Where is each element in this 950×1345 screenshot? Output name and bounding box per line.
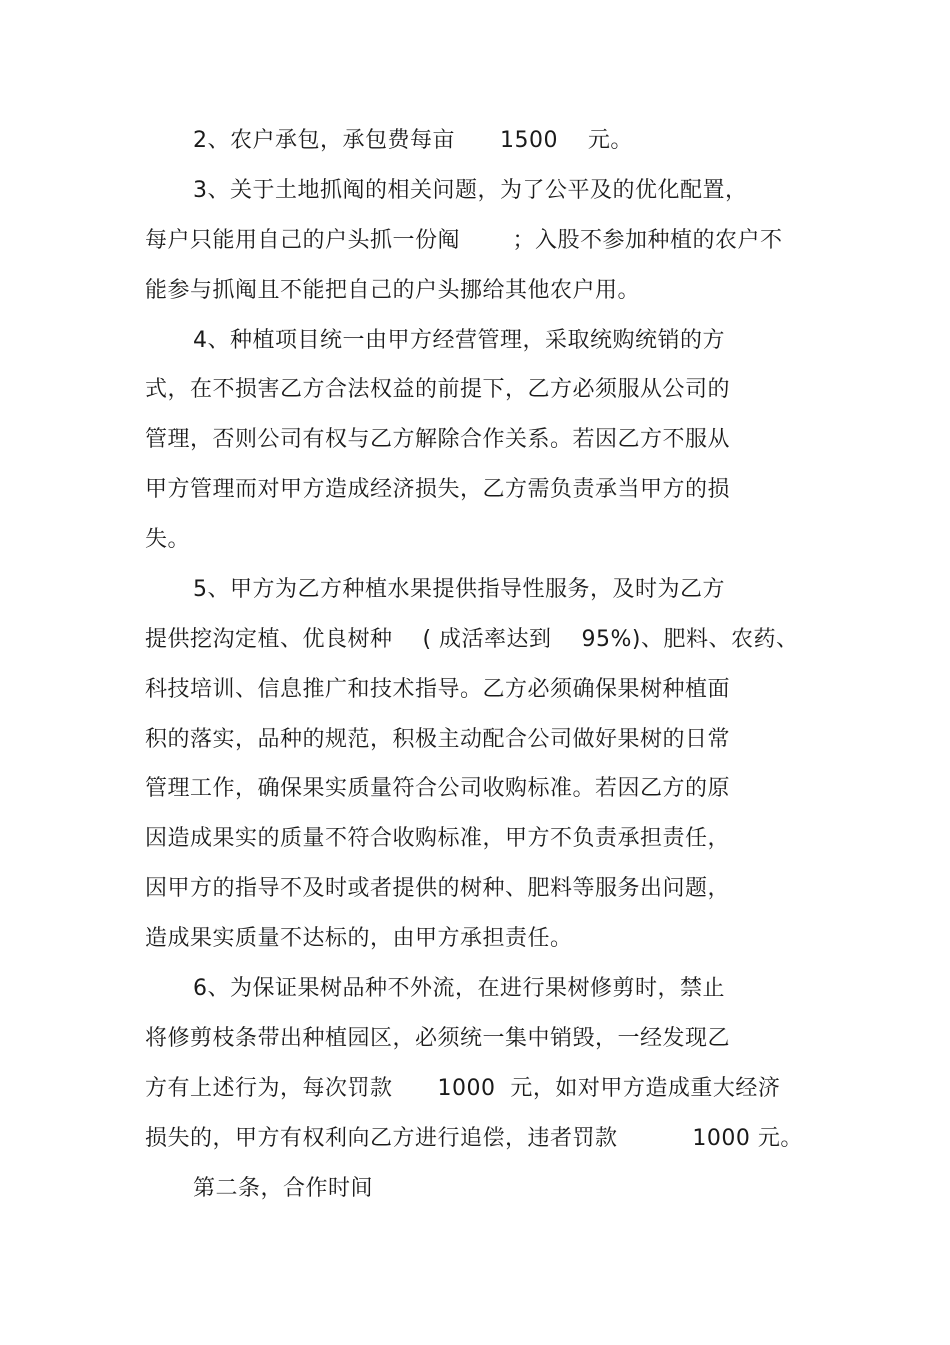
text-line: 科技培训、信息推广和技术指导。乙方必须确保果树种植面 bbox=[145, 677, 731, 702]
text-line: 5、甲方为乙方种植水果提供指导性服务，及时为乙方 bbox=[193, 577, 725, 602]
section-heading: 第二条，合作时间 bbox=[193, 1176, 374, 1201]
text-line: 因甲方的指导不及时或者提供的树种、肥料等服务出问题， bbox=[145, 876, 731, 901]
text-line: 因造成果实的质量不符合收购标准，甲方不负责承担责任， bbox=[145, 826, 731, 851]
text-line: 损失的，甲方有权利向乙方进行追偿，违者罚款 1000 元。 bbox=[145, 1126, 803, 1151]
text-line: 式，在不损害乙方合法权益的前提下，乙方必须服从公司的 bbox=[145, 377, 731, 402]
text-line: 甲方管理而对甲方造成经济损失，乙方需负责承当甲方的损 bbox=[145, 477, 731, 502]
text-line: 每户只能用自己的户头抓一份阄 ；入股不参加种植的农户不 bbox=[145, 228, 783, 253]
text-line: 6、为保证果树品种不外流，在进行果树修剪时，禁止 bbox=[193, 976, 725, 1001]
text-line: 造成果实质量不达标的，由甲方承担责任。 bbox=[145, 926, 573, 951]
text-line: 管理，否则公司有权与乙方解除合作关系。若因乙方不服从 bbox=[145, 427, 731, 452]
text-line: 4、种植项目统一由甲方经营管理，采取统购统销的方 bbox=[193, 328, 725, 353]
text-line: 失。 bbox=[145, 527, 191, 552]
text-line: 积的落实，品种的规范，积极主动配合公司做好果树的日常 bbox=[145, 727, 731, 752]
text-line: 3、关于土地抓阄的相关问题，为了公平及的优化配置， bbox=[193, 178, 748, 203]
text-line: 能参与抓阄且不能把自己的户头挪给其他农户用。 bbox=[145, 278, 641, 303]
text-line: 提供挖沟定植、优良树种 ( 成活率达到 95%)、肥料、农药、 bbox=[145, 627, 799, 652]
text-line: 2、农户承包，承包费每亩 1500 元。 bbox=[193, 128, 633, 153]
text-line: 方有上述行为，每次罚款 1000 元，如对甲方造成重大经济 bbox=[145, 1076, 781, 1101]
text-line: 管理工作，确保果实质量符合公司收购标准。若因乙方的原 bbox=[145, 776, 731, 801]
text-line: 将修剪枝条带出种植园区，必须统一集中销毁，一经发现乙 bbox=[145, 1026, 731, 1051]
